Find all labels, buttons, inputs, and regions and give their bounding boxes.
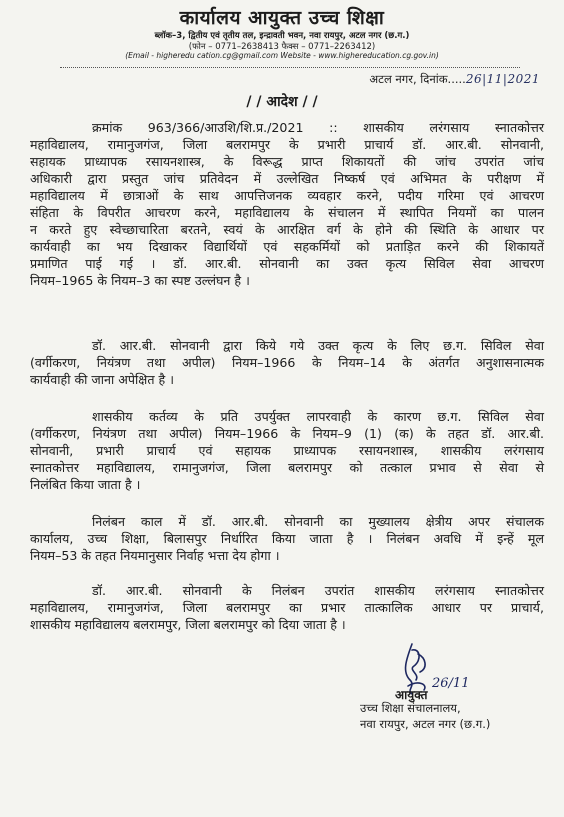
paragraph-line: नियम–53 के तहत नियमानुसार निर्वाह भत्ता देय होगा । <box>30 548 280 563</box>
office-phone: (फोन – 0771–2638413 फैक्स – 0771–2263412) <box>188 42 376 52</box>
order-paragraph-1 <box>30 119 544 289</box>
order-paragraph-5 <box>30 582 544 633</box>
paragraph-line: (वर्गीकरण, नियंत्रण तथा अपील) नियम–1966 के नियम–14 के अंतर्गत अनुशासनात्मक <box>30 355 544 370</box>
paragraph-line: कार्यवाही की जाना अपेक्षित है । <box>30 372 174 387</box>
paragraph-line: महाविद्यालय, रामानुजगंज, जिला बलरामपुर का प्रभार तात्कालिक आधार पर प्राचार्य, <box>30 600 544 615</box>
order-paragraph-2 <box>30 337 544 388</box>
paragraph-line: नियम–1965 के नियम–3 का स्पष्ट उल्लंघन है । <box>30 273 250 288</box>
signatory-block <box>360 700 490 732</box>
signatory-designation: आयुक्त <box>395 688 428 702</box>
paragraph-line: क्रमांक 963/366/आउशि/शि.प्र./2021 :: शासकीय लरंगसाय स्नातकोत्तर <box>92 120 544 135</box>
paragraph-line: शासकीय कर्तव्य के प्रति उपर्युक्त लापरवाही के कारण छ.ग. सिविल सेवा <box>92 409 544 424</box>
paragraph-line: प्रमाणित पाई गई । डॉ. आर.बी. सोनवानी का उक्त कृत्य सिविल सेवा आचरण <box>30 256 544 271</box>
date-value: 26|11|2021 <box>465 72 540 86</box>
paragraph-line: शासकीय महाविद्यालय बलरामपुर, जिला बलरामपुर को दिया जाता है । <box>30 617 346 632</box>
signatory-office: उच्च शिक्षा संचालनालय, <box>360 701 461 715</box>
paragraph-line: स्नातकोत्तर महाविद्यालय, रामानुजगंज, जिला बलरामपुर को तत्काल प्रभाव से सेवा से <box>30 460 544 475</box>
paragraph-line: (वर्गीकरण, नियंत्रण तथा अपील) नियम–1966 के नियम–9 (1) (क) के तहत डॉ. आर.बी. <box>30 426 544 441</box>
paragraph-line: निलंबित किया जाता है । <box>30 477 141 492</box>
date-line: अटल नगर, दिनांक.....26|11|2021 <box>369 72 540 86</box>
paragraph-line: कार्यालय, उच्च शिक्षा, बिलासपुर निर्धारित किया जाता है । निलंबन अवधि में इन्हें मूल <box>30 531 544 546</box>
header-divider <box>60 67 520 68</box>
paragraph-line: न करते हुए स्वेच्छाचारिता बरतने, स्वयं के आरक्षित वर्ग के होने की स्थिति के आधार पर <box>30 222 544 237</box>
paragraph-line: अधिकारी द्वारा प्रस्तुत जांच प्रतिवेदन में उल्लेखित निष्कर्ष एवं अभिमत के परीक्षण में <box>30 171 544 186</box>
order-paragraph-3 <box>30 408 544 493</box>
paragraph-line: डॉ. आर.बी. सोनवानी के निलंबन उपरांत शासकीय लरंगसाय स्नातकोत्तर <box>92 583 544 598</box>
paragraph-line: महाविद्यालय, रामानुजगंज, जिला बलरामपुर के प्रभारी प्राचार्य डॉ. आर.बी. सोनवानी, <box>30 137 544 152</box>
paragraph-line: कार्यवाही का भय दिखाकर विद्यार्थियों एवं सहकर्मियों को प्रताड़ित करने की शिकायतें <box>30 239 544 254</box>
paragraph-line: निलंबन काल में डॉ. आर.बी. सोनवानी का मुख्यालय क्षेत्रीय अपर संचालक <box>92 514 544 529</box>
paragraph-line: संहिता के विपरीत आचरण करने, महाविद्यालय के संचालन में स्थापित नियमों का पालन <box>30 205 544 220</box>
paragraph-line: महाविद्यालय में छात्राओं के साथ आपत्तिजनक व्यवहार करने, पदीय गरिमा एवं आचरण <box>30 188 544 203</box>
paragraph-line: सोनवानी, प्रभारी प्राचार्य एवं सहायक प्राध्यापक रसायनशास्त्र, शासकीय लरंगसाय <box>30 443 544 458</box>
paragraph-line: डॉ. आर.बी. सोनवानी द्वारा किये गये उक्त कृत्य के लिए छ.ग. सिविल सेवा <box>92 338 544 353</box>
office-email-website: (Email - higheredu cation.cg@gmail.com Website - www.highereducation.cg.gov.in) <box>125 51 439 60</box>
paragraph-line: सहायक प्राध्यापक रसायनशास्त्र, के विरूद्ध प्राप्त शिकायतों की जांच उपरांत जांच <box>30 154 544 169</box>
office-title: कार्यालय आयुक्त उच्च शिक्षा <box>179 7 385 29</box>
office-address: ब्लॉक–3, द्वितीय एवं तृतीय तल, इन्द्रावती भवन, नवा रायपुर, अटल नगर (छ.ग.) <box>154 31 410 41</box>
signature-date: 26/11 <box>432 676 470 691</box>
order-heading: / / आदेश / / <box>246 94 318 110</box>
date-label: अटल नगर, दिनांक <box>369 72 448 86</box>
signatory-place: नवा रायपुर, अटल नगर (छ.ग.) <box>360 717 491 731</box>
order-paragraph-4 <box>30 513 544 564</box>
